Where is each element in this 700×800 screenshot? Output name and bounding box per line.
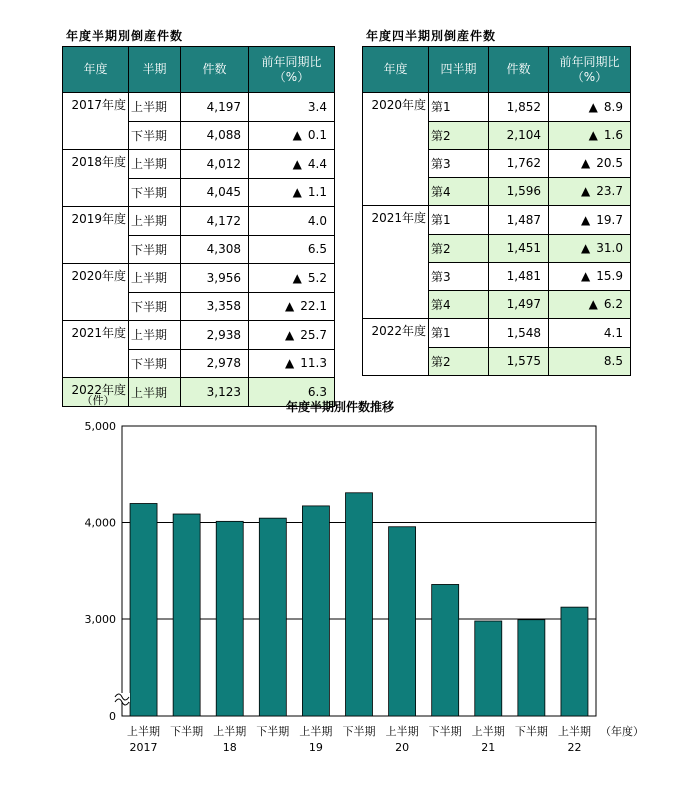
bar <box>173 514 200 716</box>
table-row <box>63 178 335 207</box>
count-cell: 1,596 <box>489 177 549 206</box>
y-tick-label: 0 <box>109 710 116 723</box>
y-tick-label: 3,000 <box>84 613 116 626</box>
count-cell: 4,045 <box>181 178 249 207</box>
period-cell: 上半期 <box>129 378 181 407</box>
decrease-triangle-icon: ▲ <box>581 269 591 283</box>
half-year-bar-chart <box>0 385 700 800</box>
yoy-cell <box>549 262 631 290</box>
yoy-cell <box>249 235 335 264</box>
yoy-cell <box>249 264 335 293</box>
count-cell: 2,104 <box>489 121 549 149</box>
count-cell: 1,481 <box>489 262 549 290</box>
year-cell <box>63 292 129 321</box>
decrease-triangle-icon: ▲ <box>285 299 295 314</box>
header-half: 半期 <box>129 47 181 93</box>
count-cell: 4,308 <box>181 235 249 264</box>
table-row <box>63 121 335 150</box>
period-cell: 第2 <box>429 121 489 149</box>
year-cell <box>363 290 429 319</box>
count-cell: 4,088 <box>181 121 249 150</box>
yoy-cell <box>549 93 631 122</box>
header-yoy: 前年同期比 （%） <box>549 47 631 93</box>
header-quarter: 四半期 <box>429 47 489 93</box>
yoy-value: 20.5 <box>596 156 623 170</box>
count-cell: 3,956 <box>181 264 249 293</box>
count-cell: 2,978 <box>181 349 249 378</box>
year-cell <box>363 234 429 262</box>
count-cell: 1,852 <box>489 93 549 122</box>
year-label: 22 <box>567 741 582 754</box>
bar <box>475 621 502 716</box>
period-cell: 第1 <box>429 206 489 235</box>
period-cell: 下半期 <box>129 349 181 378</box>
table-row <box>363 93 631 122</box>
count-cell: 1,575 <box>489 347 549 376</box>
bar <box>302 506 329 716</box>
year-cell: 2019年度 <box>63 207 129 236</box>
table-row <box>363 121 631 149</box>
period-cell: 上半期 <box>129 93 181 122</box>
decrease-triangle-icon: ▲ <box>581 212 591 227</box>
count-cell: 1,497 <box>489 290 549 319</box>
x-tick-label: 上半期 <box>299 725 333 738</box>
yoy-value: 5.2 <box>307 270 327 285</box>
table-row <box>63 235 335 264</box>
count-cell: 4,197 <box>181 93 249 122</box>
header-year: 年度 <box>363 47 429 93</box>
yoy-cell <box>249 150 335 179</box>
period-cell: 下半期 <box>129 178 181 207</box>
x-tick-label: 下半期 <box>256 725 290 738</box>
period-cell: 第2 <box>429 347 489 376</box>
period-cell: 上半期 <box>129 150 181 179</box>
chart-title: 年度半期別件数推移 <box>285 400 395 414</box>
x-tick-label: 上半期 <box>557 725 591 738</box>
period-cell: 第3 <box>429 149 489 177</box>
year-cell: 2022年度 <box>363 319 429 348</box>
count-cell: 4,172 <box>181 207 249 236</box>
decrease-triangle-icon: ▲ <box>292 156 302 171</box>
x-tick-label: 下半期 <box>428 725 462 738</box>
yoy-cell <box>549 206 631 235</box>
period-cell: 上半期 <box>129 321 181 350</box>
yoy-cell <box>549 149 631 177</box>
yoy-value: 4.1 <box>603 325 623 340</box>
half-table-title: 年度半期別倒産件数 <box>66 29 184 43</box>
count-cell: 1,451 <box>489 234 549 262</box>
year-cell: 2022年度 <box>63 378 129 407</box>
yoy-cell <box>549 290 631 319</box>
yoy-value: 11.3 <box>300 356 327 371</box>
table-row <box>363 347 631 376</box>
decrease-triangle-icon: ▲ <box>285 327 295 342</box>
bar <box>518 620 545 716</box>
decrease-triangle-icon: ▲ <box>581 156 591 170</box>
quarter-table-title: 年度四半期別倒産件数 <box>366 29 497 43</box>
y-tick-label: 4,000 <box>84 516 116 530</box>
year-cell <box>363 177 429 206</box>
yoy-cell <box>249 178 335 207</box>
period-cell: 第4 <box>429 177 489 206</box>
yoy-cell <box>249 349 335 378</box>
year-cell <box>63 121 129 150</box>
yoy-value: 25.7 <box>300 327 327 342</box>
period-cell: 第4 <box>429 290 489 319</box>
yoy-cell <box>549 319 631 348</box>
bar <box>389 527 416 716</box>
period-cell: 第3 <box>429 262 489 290</box>
yoy-value: 6.2 <box>603 297 623 312</box>
table-row <box>63 207 335 236</box>
yoy-value: 31.0 <box>596 241 623 255</box>
period-cell: 第1 <box>429 93 489 122</box>
x-tick-label: 上半期 <box>471 725 505 738</box>
table-row <box>363 149 631 177</box>
table-row <box>363 177 631 206</box>
year-cell: 2021年度 <box>363 206 429 235</box>
year-label: 2017 <box>129 741 158 754</box>
year-label: 21 <box>481 741 496 754</box>
period-cell: 上半期 <box>129 264 181 293</box>
yoy-value: 4.4 <box>307 156 327 171</box>
x-tick-label: 下半期 <box>170 725 204 738</box>
decrease-triangle-icon: ▲ <box>581 241 591 255</box>
decrease-triangle-icon: ▲ <box>285 356 295 371</box>
yoy-value: 23.7 <box>596 184 623 199</box>
decrease-triangle-icon: ▲ <box>292 270 302 285</box>
year-label: 18 <box>222 741 237 754</box>
x-tick-label: 上半期 <box>385 725 419 738</box>
x-tick-label: 上半期 <box>213 725 247 738</box>
year-cell <box>63 178 129 207</box>
decrease-triangle-icon: ▲ <box>292 128 302 143</box>
yoy-cell <box>249 93 335 122</box>
decrease-triangle-icon: ▲ <box>292 185 302 200</box>
yoy-cell <box>249 292 335 321</box>
year-cell <box>363 262 429 290</box>
year-cell: 2018年度 <box>63 150 129 179</box>
x-tick-label: 上半期 <box>127 725 161 738</box>
yoy-value: 22.1 <box>300 299 327 314</box>
period-cell: 下半期 <box>129 292 181 321</box>
year-cell <box>63 235 129 264</box>
year-cell <box>363 347 429 376</box>
decrease-triangle-icon: ▲ <box>588 297 598 312</box>
table-row <box>63 150 335 179</box>
yoy-value: 4.0 <box>307 213 327 228</box>
period-cell: 下半期 <box>129 235 181 264</box>
table-row <box>63 292 335 321</box>
yoy-value: 1.1 <box>307 185 327 200</box>
year-cell: 2017年度 <box>63 93 129 122</box>
table-row <box>63 349 335 378</box>
header-count: 件数 <box>489 47 549 93</box>
yoy-value: 8.9 <box>603 99 623 114</box>
yoy-cell <box>549 234 631 262</box>
period-cell: 第2 <box>429 234 489 262</box>
yoy-cell <box>249 207 335 236</box>
half-year-table <box>62 46 335 407</box>
x-tick-label: 下半期 <box>514 725 548 738</box>
period-cell: 下半期 <box>129 121 181 150</box>
bar <box>130 503 157 716</box>
year-cell: 2020年度 <box>63 264 129 293</box>
year-label: 20 <box>395 741 410 754</box>
x-tick-label: 下半期 <box>342 725 376 738</box>
yoy-cell <box>249 121 335 150</box>
bar <box>432 584 459 716</box>
period-cell: 上半期 <box>129 207 181 236</box>
header-count: 件数 <box>181 47 249 93</box>
year-cell <box>363 121 429 149</box>
yoy-value: 8.5 <box>603 354 623 369</box>
yoy-value: 15.9 <box>596 269 623 283</box>
yoy-value: 6.3 <box>307 385 327 399</box>
yoy-value: 1.6 <box>603 128 623 142</box>
year-cell <box>63 349 129 378</box>
yoy-cell <box>549 121 631 149</box>
yoy-cell <box>549 177 631 206</box>
year-cell: 2021年度 <box>63 321 129 350</box>
yoy-value: 0.1 <box>307 128 327 143</box>
x-axis-unit: （年度） <box>600 725 644 738</box>
header-year: 年度 <box>63 47 129 93</box>
year-cell: 2020年度 <box>363 93 429 122</box>
bar <box>259 518 286 716</box>
yoy-value: 19.7 <box>596 212 623 227</box>
period-cell: 第1 <box>429 319 489 348</box>
yoy-cell <box>249 321 335 350</box>
table-row <box>363 206 631 235</box>
count-cell: 1,548 <box>489 319 549 348</box>
y-axis-unit: （件） <box>81 394 115 407</box>
decrease-triangle-icon: ▲ <box>581 184 591 199</box>
y-tick-label: 5,000 <box>84 420 116 433</box>
table-row <box>363 234 631 262</box>
yoy-value: 6.5 <box>307 242 327 257</box>
yoy-value: 3.4 <box>307 99 327 114</box>
decrease-triangle-icon: ▲ <box>588 128 598 142</box>
decrease-triangle-icon: ▲ <box>588 99 598 114</box>
yoy-cell <box>549 347 631 376</box>
bar <box>561 607 588 716</box>
table-row <box>63 264 335 293</box>
count-cell: 1,487 <box>489 206 549 235</box>
year-cell <box>363 149 429 177</box>
table-row <box>63 321 335 350</box>
table-row <box>363 262 631 290</box>
count-cell: 3,358 <box>181 292 249 321</box>
count-cell: 3,123 <box>181 378 249 407</box>
table-row <box>63 93 335 122</box>
bar <box>346 493 373 716</box>
count-cell: 2,938 <box>181 321 249 350</box>
count-cell: 1,762 <box>489 149 549 177</box>
count-cell: 4,012 <box>181 150 249 179</box>
quarter-table <box>362 46 631 376</box>
header-yoy: 前年同期比 （%） <box>249 47 335 93</box>
bar <box>216 521 243 716</box>
table-row <box>363 290 631 319</box>
table-row <box>363 319 631 348</box>
year-label: 19 <box>308 741 323 754</box>
